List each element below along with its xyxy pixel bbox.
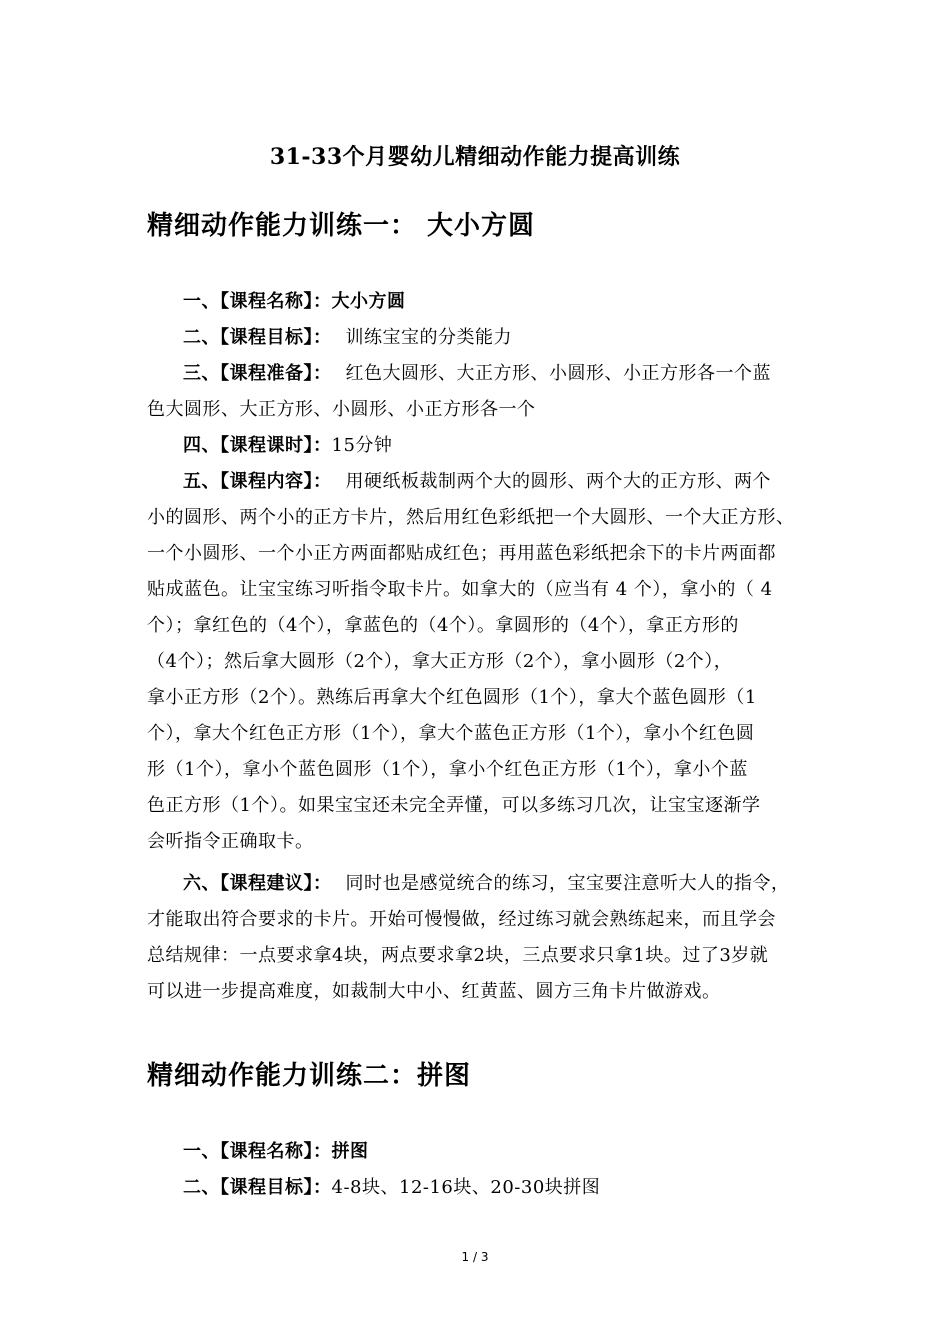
- course-name-value: 大小方圆: [331, 291, 406, 312]
- paragraph-line: 色正方形（1个）。如果宝宝还未完全弄懂，可以多练习几次，让宝宝逐渐学: [147, 795, 761, 816]
- paragraph-line: 小的圆形、两个小的正方卡片，然后用红色彩纸把一个大圆形、一个大正方形、: [147, 507, 795, 528]
- paragraph-line: 贴成蓝色。让宝宝练习听指令取卡片。如拿大的（应当有 4 个），拿小的（ 4: [147, 579, 773, 600]
- paragraph-line: 个）；拿红色的（4个），拿蓝色的（4个）。拿圆形的（4个），拿正方形的: [147, 615, 739, 636]
- paragraph-line: 才能取出符合要求的卡片。开始可慢慢做，经过练习就会熟练起来，而且学会: [147, 909, 776, 930]
- course-prep-line: 红色大圆形、大正方形、小圆形、小正方形各一个蓝: [345, 363, 771, 384]
- course-content-label: 五、【课程内容】：: [183, 471, 332, 492]
- section1-course-goal: [147, 320, 853, 356]
- paragraph-line: 可以进一步提高难度，如裁制大中小、红黄蓝、圆方三角卡片做游戏。: [147, 981, 721, 1002]
- paragraph-line: 一个小圆形、一个小正方两面都贴成红色；再用蓝色彩纸把余下的卡片两面都: [147, 543, 776, 564]
- section1-heading: 精细动作能力训练一： 大小方圆: [147, 211, 536, 241]
- paragraph-line: 总结规律：一点要求拿4块，两点要求拿2块，三点要求只拿1块。过了3岁就: [147, 945, 769, 966]
- section1-course-name: [147, 284, 853, 320]
- course-content-line: 用硬纸板裁制两个大的圆形、两个大的正方形、两个: [345, 471, 771, 492]
- paragraph-line: 拿小正方形（2个）。熟练后再拿大个红色圆形（1个），拿大个蓝色圆形（1: [147, 687, 757, 708]
- section2-course-name: [147, 1134, 853, 1170]
- section2-course-goal: [147, 1170, 853, 1206]
- course-advice-label: 六、【课程建议】：: [183, 873, 332, 894]
- course-goal-value: 4-8块、12-16块、20-30块拼图: [331, 1177, 601, 1198]
- section1-course-prep: [147, 356, 853, 392]
- course-goal-label: 二、【课程目标】：: [183, 1177, 332, 1198]
- paragraph-line: 个），拿大个红色正方形（1个），拿大个蓝色正方形（1个），拿小个红色圆: [147, 723, 755, 744]
- paragraph-line: 形（1个），拿小个蓝色圆形（1个），拿小个红色正方形（1个），拿小个蓝: [147, 759, 748, 780]
- course-prep-label: 三、【课程准备】：: [183, 363, 332, 384]
- section1-course-advice: [147, 866, 853, 902]
- course-goal-value: 训练宝宝的分类能力: [345, 327, 512, 348]
- section1-course-prep-cont: 色大圆形、大正方形、小圆形、小正方形各一个: [147, 399, 536, 420]
- section2-heading: 精细动作能力训练二：拼图: [147, 1061, 472, 1091]
- course-advice-line: 同时也是感觉统合的练习，宝宝要注意听大人的指令，: [345, 873, 790, 894]
- course-hours-value: 15分钟: [331, 435, 393, 456]
- course-hours-label: 四、【课程课时】：: [183, 435, 332, 456]
- section1-course-content: [147, 464, 853, 500]
- document-title: 31-33个月婴幼儿精细动作能力提高训练: [269, 144, 681, 170]
- paragraph-line: （4个）；然后拿大圆形（2个），拿大正方形（2个），拿小圆形（2个），: [147, 651, 733, 672]
- course-goal-label: 二、【课程目标】：: [183, 327, 332, 348]
- course-name-value: 拼图: [331, 1141, 369, 1162]
- paragraph-line: 会听指令正确取卡。: [147, 831, 314, 852]
- course-name-label: 一、【课程名称】：: [183, 1141, 332, 1162]
- page-number: 1 / 3: [461, 1250, 489, 1264]
- section1-course-hours: [147, 428, 853, 464]
- course-name-label: 一、【课程名称】：: [183, 291, 332, 312]
